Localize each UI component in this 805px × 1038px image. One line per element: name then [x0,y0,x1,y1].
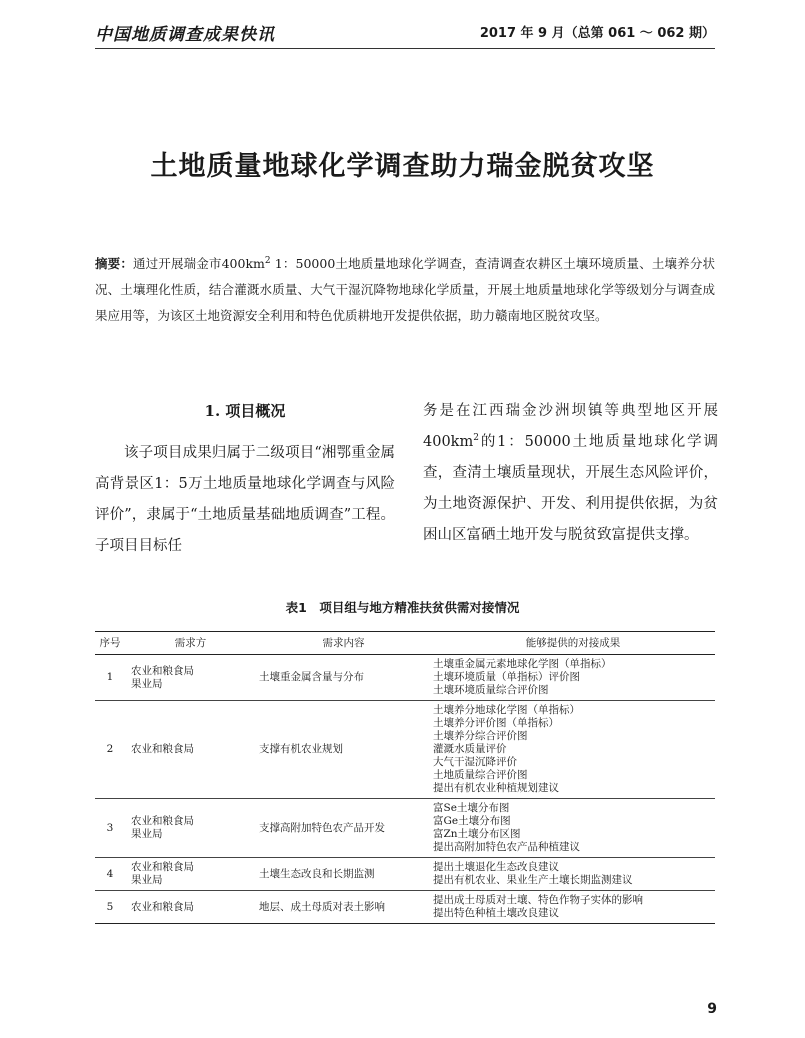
cell-need: 支撑高附加特色农产品开发 [256,799,431,858]
article-title: 土地质量地球化学调查助力瑞金脱贫攻坚 [150,151,655,182]
result-line: 土壤环境质量（单指标）评价图 [433,671,580,683]
issue-info: 2017 年 9 月（总第 061 ～ 062 期） [479,26,715,41]
result-line: 提出土壤退化生态改良建议 [433,861,559,873]
dept-line: 果业局 [131,874,163,886]
cell-need: 土壤重金属含量与分布 [256,655,431,701]
cell-no: 2 [95,701,125,799]
abstract-text-part2: 1：50000土地质量地球化学调查，查清调查农耕区土壤环境质量、土壤养分状况、土壤理化性质，结合灌溉水质量、大气干湿沉降物地球化学质量，开展土地质量地球化学等级划分与调查成果应用等，为该区土地资源安全利用和特色优质耕地开发提供依据，助力赣南地区脱贫攻坚。 [95,256,715,323]
cell-dept [125,655,256,701]
dept-line: 农业和粮食局 [131,900,194,913]
result-line: 土壤养分地球化学图（单指标） [433,704,580,716]
table-caption: 表1 项目组与地方精准扶贫供需对接情况 [285,600,520,615]
left-column [95,395,395,562]
section-text-right [423,396,718,551]
table-header-row [95,632,715,655]
result-line: 富Zn土壤分布区图 [433,828,521,840]
demand-table [95,631,715,924]
result-line: 灌溉水质量评价 [433,743,507,755]
page-number: 9 [707,1001,717,1017]
result-line: 土壤养分评价图（单指标） [433,717,559,729]
journal-name: 中国地质调查成果快讯 [95,25,275,45]
cell-results [431,891,715,924]
abstract-label: 摘要： [95,256,133,271]
result-line: 提出特色种植土壤改良建议 [433,907,559,919]
abstract-text-part1: 通过开展瑞金市400km [132,256,265,271]
cell-results [431,655,715,701]
cell-no: 3 [95,799,125,858]
cell-dept [125,891,256,924]
dept-line: 农业和粮食局 [131,664,194,677]
cell-results [431,858,715,891]
result-line: 提出成土母质对土壤、特色作物子实体的影响 [433,894,643,906]
header-need: 需求内容 [256,632,431,655]
cell-need: 支撑有机农业规划 [256,701,431,799]
section-superscript: 2 [473,433,479,444]
dept-line: 果业局 [131,828,163,840]
cell-no: 1 [95,655,125,701]
table-row [95,701,715,799]
result-line: 富Ge土壤分布图 [433,815,511,827]
cell-results [431,701,715,799]
table-row [95,655,715,701]
header-no: 序号 [95,632,125,655]
table-row [95,799,715,858]
cell-need: 地层、成土母质对表土影响 [259,900,385,913]
table-row [95,858,715,891]
dept-line: 农业和粮食局 [131,815,194,827]
right-column [423,396,718,551]
dept-line: 农业和粮食局 [131,743,194,755]
result-line: 土地质量综合评价图 [433,769,528,781]
section-heading: 1. 项目概况 [204,402,286,420]
cell-no: 4 [95,858,125,891]
section-text-right-part2: 的1：50000土地质量地球化学调查，查清土壤质量现状，开展生态风险评价，为土地资源保护、开发、利用提供依据，为贫困山区富硒土地开发与脱贫致富提供支撑。 [423,434,718,543]
cell-results [431,799,715,858]
cell-dept [125,799,256,858]
abstract [95,251,715,329]
result-line: 土壤重金属元素地球化学图（单指标） [433,658,612,670]
header-dept: 需求方 [125,632,256,655]
result-line: 提出有机农业种植规划建议 [433,782,559,794]
result-line: 提出有机农业、果业生产土壤长期监测建议 [433,874,633,886]
result-line: 土壤养分综合评价图 [433,730,528,742]
header-results: 能够提供的对接成果 [431,632,715,655]
page-header [95,14,715,49]
section-text-right-part1: 务是在江西瑞金沙洲坝镇等典型地区开展400km [423,403,718,450]
cell-need: 土壤生态改良和长期监测 [256,858,431,891]
result-line: 土壤环境质量综合评价图 [433,684,549,696]
dept-line: 果业局 [131,677,163,690]
result-line: 富Se土壤分布图 [433,802,510,814]
cell-dept [125,701,256,799]
result-line: 提出高附加特色农产品种植建议 [433,841,580,853]
section-text-left: 该子项目成果归属于二级项目“湘鄂重金属高背景区1：5万土地质量地球化学调查与风险评价”，隶属于“土地质量基础地质调查”工程。子项目目标任 [95,445,395,554]
abstract-superscript: 2 [264,255,271,266]
cell-dept [125,858,256,891]
cell-no: 5 [106,900,114,913]
dept-line: 农业和粮食局 [131,861,194,873]
table-row [95,891,715,924]
result-line: 大气干湿沉降评价 [433,756,517,768]
